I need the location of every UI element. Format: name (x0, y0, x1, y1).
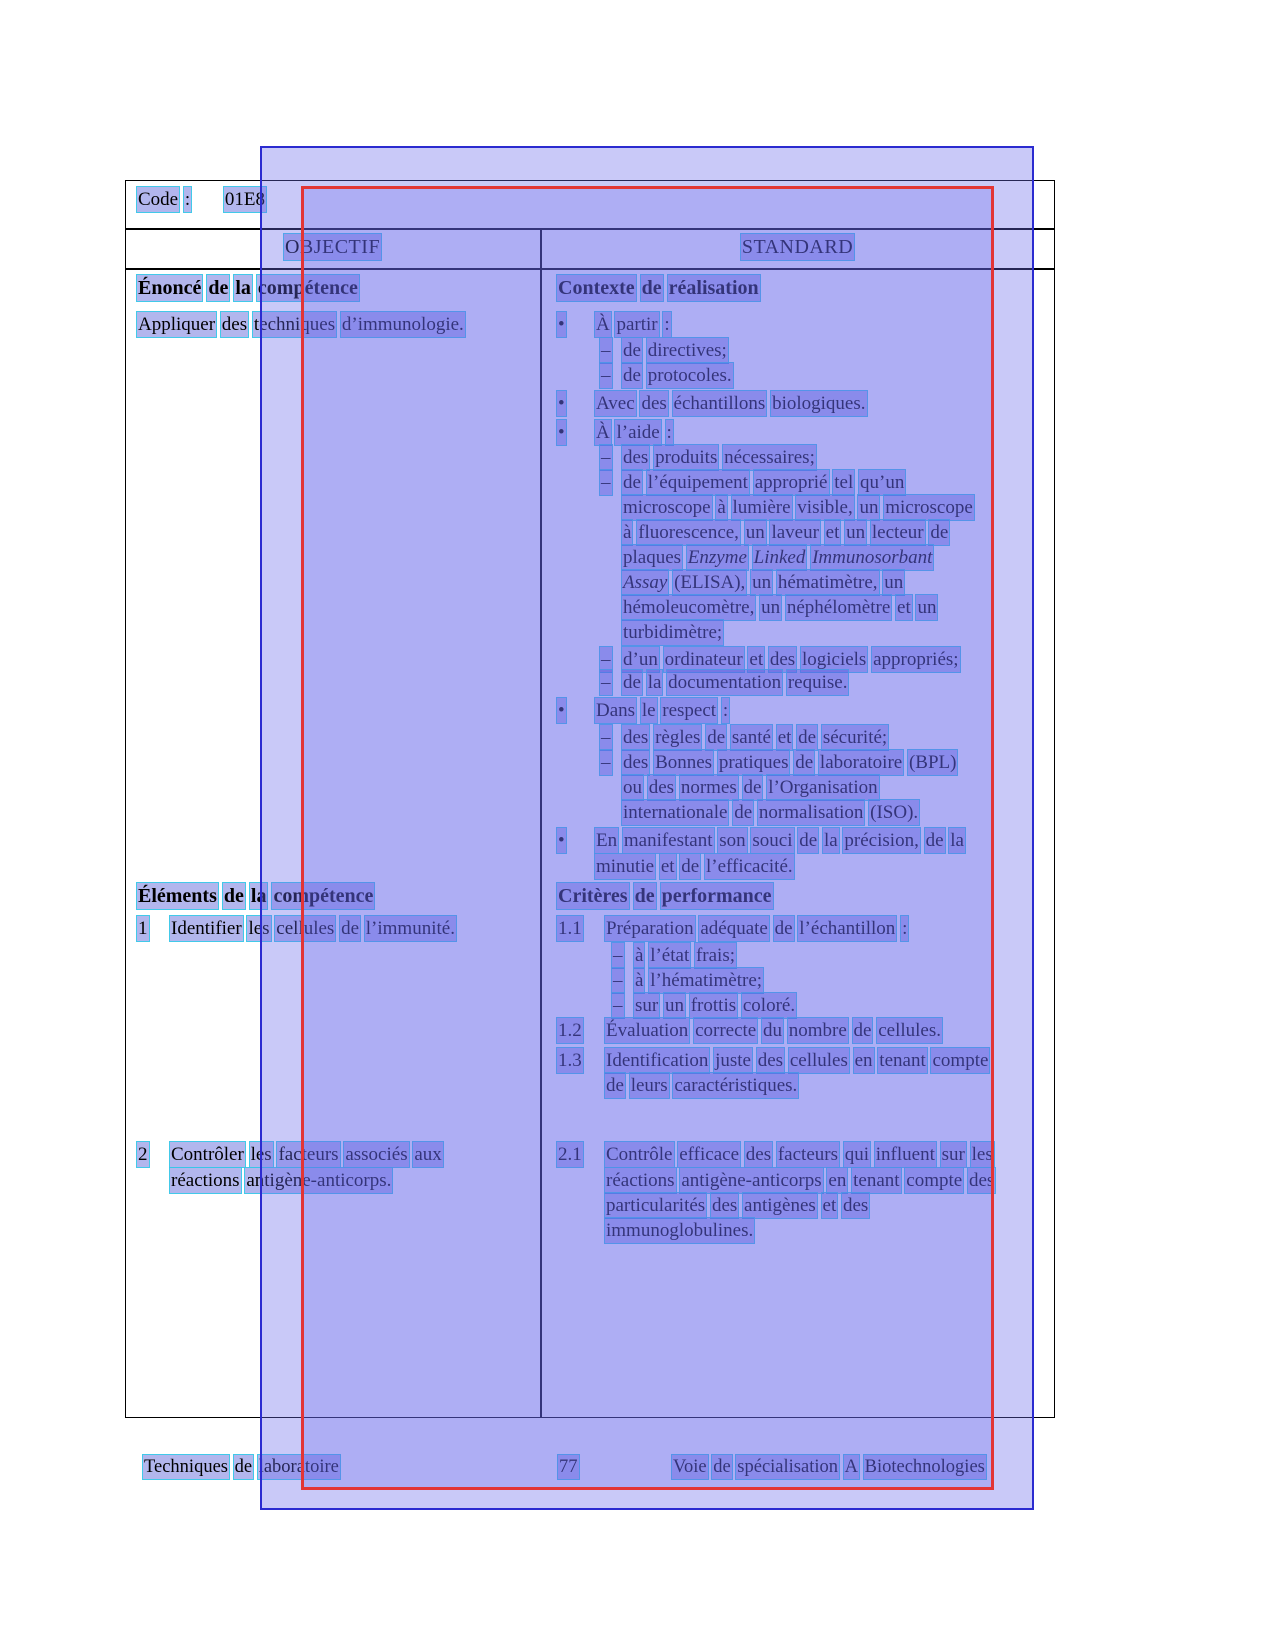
contexte-b3s2-l5a-italic: Assay (623, 572, 668, 593)
critere-1-2-text: Évaluation correcte du nombre de cellules. (606, 1020, 941, 1041)
contexte-b1s2-text: de protocoles. (623, 365, 732, 386)
critere-number: 1.3 (558, 1050, 582, 1071)
standard-label: STANDARD (741, 236, 854, 258)
critere-2-1 (557, 1142, 994, 1167)
contexte-b4s2-l2-text: ou des normes de l’Organisation (623, 777, 878, 798)
elements-title-text: Éléments de la compétence (138, 885, 374, 907)
dash-icon: – (601, 727, 611, 748)
dash-icon: – (601, 649, 611, 670)
contexte-sub (600, 338, 728, 363)
critere-2-1-l2-text: réactions antigène-anticorps en tenant compte des (606, 1170, 995, 1191)
column-divider (540, 228, 542, 1418)
contexte-b3s2-l6-text: hémoleucomètre, un néphélomètre et un (623, 597, 937, 618)
dash-icon: – (601, 447, 611, 468)
column-header-objectif (125, 235, 540, 260)
footer-right-text: Voie de spécialisation A Biotechnologies (673, 1457, 985, 1477)
contexte-title-text: Contexte de réalisation (558, 277, 759, 299)
contexte-sub (600, 363, 733, 388)
dash-icon: – (601, 752, 611, 773)
contexte-sub (600, 670, 848, 695)
contexte-b4s2-l1-text: des Bonnes pratiques de laboratoire (BPL) (623, 752, 957, 773)
element-1-text: Identifier les cellules de l’immunité. (171, 918, 455, 939)
contexte-b5-l2-text: minutie et de l’efficacité. (596, 856, 793, 877)
critere-1-1 (557, 916, 908, 941)
contexte-cont (622, 775, 879, 800)
contexte-b4s2-l3-text: internationale de normalisation (ISO). (623, 802, 919, 823)
contexte-cont (622, 595, 937, 620)
critere-number: 1.1 (558, 918, 582, 939)
dash-icon: – (601, 340, 611, 361)
contexte-b3s2-l5b-text: (ELISA), un hématimètre, un (674, 572, 904, 593)
contexte-cont (622, 520, 949, 545)
critere-number: 2.1 (558, 1144, 582, 1165)
contexte-title (557, 276, 760, 301)
critere-1-3-cont (605, 1073, 798, 1098)
element-item-2-cont (170, 1168, 392, 1193)
element-item-2 (137, 1142, 443, 1167)
contexte-b3s2-l2-text: microscope à lumière visible, un microscope (623, 497, 973, 518)
criteres-title (557, 884, 773, 909)
contexte-bullet-2 (557, 391, 867, 416)
contexte-sub (600, 647, 960, 672)
critere-2-1-l1-text: Contrôle efficace des facteurs qui influent sur les (606, 1144, 993, 1165)
dash-icon: – (601, 472, 611, 493)
footer-right (672, 1455, 986, 1480)
enonce-title-text: Énoncé de la compétence (138, 277, 358, 299)
critere-1-3 (557, 1048, 989, 1073)
dash-icon: – (613, 945, 623, 966)
bullet-icon: • (558, 314, 565, 335)
contexte-cont (622, 620, 723, 645)
contexte-b1s1-text: de directives; (623, 340, 727, 361)
item-number: 1 (138, 918, 148, 939)
contexte-cont (622, 495, 974, 520)
contexte-b4-text: Dans le respect : (596, 700, 729, 721)
header-row-rule (126, 268, 1054, 270)
dash-icon: – (613, 970, 623, 991)
code-label: Code : (138, 189, 191, 210)
contexte-b3s3-text: d’un ordinateur et des logiciels appropriés; (623, 649, 959, 670)
bullet-icon: • (558, 700, 565, 721)
critere-1-1-s3-text: sur un frottis coloré. (635, 995, 796, 1016)
contexte-bullet-5 (557, 828, 965, 853)
contexte-bullet-1 (557, 312, 671, 337)
contexte-b5-l1-text: En manifestant son souci de la précision, de la (596, 830, 964, 851)
bullet-icon: • (558, 422, 565, 443)
critere-sub (612, 993, 796, 1018)
footer-page-number (558, 1455, 579, 1480)
contexte-b3s2-l1-text: de l’équipement approprié tel qu’un (623, 472, 905, 493)
element-2-l2-text: réactions antigène-anticorps. (171, 1170, 392, 1191)
contexte-b3s4-text: de la documentation requise. (623, 672, 848, 693)
critere-1-1-text: Préparation adéquate de l’échantillon : (606, 918, 908, 939)
critere-1-2 (557, 1018, 942, 1043)
contexte-sub (600, 725, 888, 750)
footer-left (143, 1455, 340, 1480)
element-2-l1-text: Contrôler les facteurs associés aux (171, 1144, 442, 1165)
critere-1-1-s2-text: à l’hématimètre; (635, 970, 763, 991)
contexte-cont (622, 800, 919, 825)
contexte-b4s1-text: des règles de santé et de sécurité; (623, 727, 888, 748)
contexte-bullet-3 (557, 420, 673, 445)
critere-2-1-l3-text: particularités des antigènes et des (606, 1195, 869, 1216)
contexte-b2-text: Avec des échantillons biologiques. (596, 393, 866, 414)
critere-1-3-l2-text: de leurs caractéristiques. (606, 1075, 798, 1096)
critere-1-3-l1-text: Identification juste des cellules en tenant compte (606, 1050, 989, 1071)
contexte-b3s1-text: des produits nécessaires; (623, 447, 815, 468)
contexte-sub (600, 445, 816, 470)
critere-2-1-cont (605, 1168, 995, 1193)
item-number: 2 (138, 1144, 148, 1165)
critere-sub (612, 943, 736, 968)
contexte-bullet-4 (557, 698, 729, 723)
critere-1-1-s1-text: à l’état frais; (635, 945, 736, 966)
contexte-cont (595, 854, 794, 879)
contexte-cont (622, 545, 933, 570)
code-value: 01E8 (224, 189, 265, 210)
criteres-title-text: Critères de performance (558, 885, 772, 907)
critere-2-1-cont (605, 1218, 754, 1243)
bullet-icon: • (558, 830, 565, 851)
critere-sub (612, 968, 763, 993)
contexte-b3s2-l7-text: turbidimètre; (623, 622, 723, 643)
contexte-b3s2-l3-text: à fluorescence, un laveur et un lecteur de (623, 522, 949, 543)
footer-left-text: Techniques de laboratoire (144, 1457, 339, 1477)
enonce-body (137, 312, 465, 337)
objectif-label: OBJECTIF (284, 236, 381, 258)
dash-icon: – (601, 365, 611, 386)
critere-2-1-l4-text: immunoglobulines. (606, 1220, 754, 1241)
code-row (137, 187, 266, 212)
enonce-title (137, 276, 359, 301)
elements-title (137, 884, 374, 909)
critere-number: 1.2 (558, 1020, 582, 1041)
column-header-standard (540, 235, 1055, 260)
element-item-1 (137, 916, 456, 941)
bullet-icon: • (558, 393, 565, 414)
code-row-rule (126, 228, 1054, 230)
contexte-b3s2-l4a-text: plaques (623, 547, 682, 568)
contexte-sub (600, 750, 957, 775)
contexte-cont (622, 570, 904, 595)
critere-2-1-cont (605, 1193, 869, 1218)
page-number-text: 77 (559, 1457, 578, 1477)
contexte-b1-text: À partir : (596, 314, 670, 335)
table-border (125, 180, 1055, 1418)
contexte-b3s2-l4b-italic: Enzyme Linked Immunosorbant (687, 547, 933, 568)
contexte-sub (600, 470, 905, 495)
contexte-b3-text: À l’aide : (596, 422, 672, 443)
enonce-body-text: Appliquer des techniques d’immunologie. (138, 314, 464, 335)
dash-icon: – (613, 995, 623, 1016)
dash-icon: – (601, 672, 611, 693)
